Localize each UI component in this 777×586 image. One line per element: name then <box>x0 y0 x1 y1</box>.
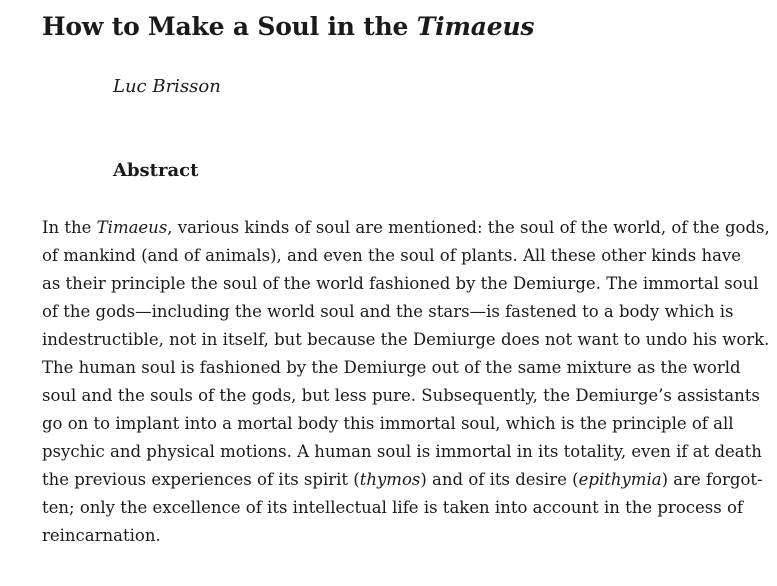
abstract-line: of the gods—including the world soul and the stars—is fastened to a body which is <box>42 302 734 321</box>
abstract-line: soul and the souls of the gods, but less pure. Subsequently, the Demiurge’s assistants <box>42 386 760 405</box>
abstract-line: In the Timaeus, various kinds of soul are mentioned: the soul of the world, of the gods, <box>42 218 770 237</box>
abstract-line: the previous experiences of its spirit (thymos) and of its desire (epithymia) are forgot- <box>42 470 763 489</box>
paper-title <box>42 9 534 45</box>
abstract-line: reincarnation. <box>42 526 161 545</box>
abstract-body <box>42 214 770 550</box>
abstract-line: go on to implant into a mortal body this immortal soul, which is the principle of all <box>42 414 734 433</box>
title-italic: Timaeus <box>416 12 535 41</box>
author-name: Luc Brisson <box>113 76 221 97</box>
abstract-line: ten; only the excellence of its intellectual life is taken into account in the process of <box>42 498 744 517</box>
title-prefix: How to Make a Soul in the <box>42 12 417 41</box>
abstract-line: as their principle the soul of the world fashioned by the Demiurge. The immortal soul <box>42 274 759 293</box>
abstract-line: indestructible, not in itself, but because the Demiurge does not want to undo his work. <box>42 330 770 349</box>
abstract-line: psychic and physical motions. A human soul is immortal in its totality, even if at death <box>42 442 762 461</box>
abstract-line: of mankind (and of animals), and even the soul of plants. All these other kinds have <box>42 246 742 265</box>
abstract-line: The human soul is fashioned by the Demiurge out of the same mixture as the world <box>42 358 741 377</box>
abstract-heading: Abstract <box>113 160 199 181</box>
